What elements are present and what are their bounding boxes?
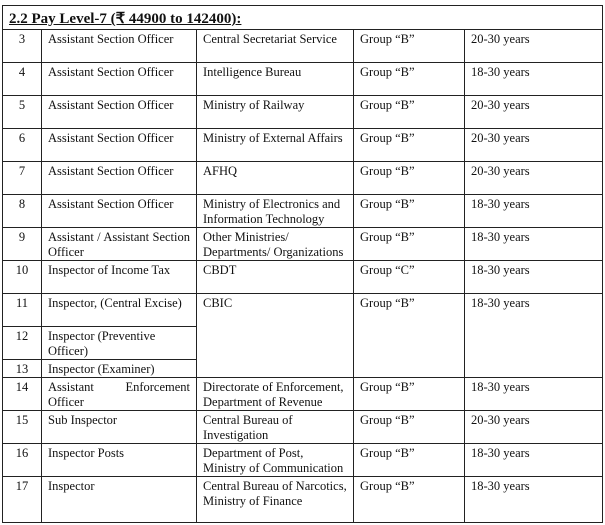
table-row <box>3 162 603 195</box>
cell-group: Group “C” <box>354 261 465 294</box>
cell-no: 5 <box>3 96 42 129</box>
cell-age: 18-30 years <box>465 378 603 411</box>
cell-dept: Directorate of Enforcement, Department of Revenue <box>197 378 354 411</box>
cell-no: 6 <box>3 129 42 162</box>
table-row <box>3 129 603 162</box>
section-title: 2.2 Pay Level-7 (₹ 44900 to 142400): <box>3 6 603 30</box>
cell-dept: Ministry of Railway <box>197 96 354 129</box>
cell-age: 18-30 years <box>465 228 603 261</box>
cell-dept: Other Ministries/ Departments/ Organizations <box>197 228 354 261</box>
cell-post: Inspector <box>42 477 197 523</box>
cell-post: Assistant Enforcement Officer <box>42 378 197 411</box>
cell-post: Inspector (Examiner) <box>42 360 197 378</box>
cell-group: Group “B” <box>354 129 465 162</box>
cell-post: Assistant Section Officer <box>42 30 197 63</box>
cell-no: 10 <box>3 261 42 294</box>
cell-no: 17 <box>3 477 42 523</box>
cell-dept: Central Bureau of Investigation <box>197 411 354 444</box>
cell-no: 9 <box>3 228 42 261</box>
table-row <box>3 261 603 294</box>
cell-no: 12 <box>3 327 42 360</box>
cell-post: Assistant Section Officer <box>42 63 197 96</box>
cell-group: Group “B” <box>354 30 465 63</box>
table-row <box>3 444 603 477</box>
cell-no: 15 <box>3 411 42 444</box>
cell-post: Sub Inspector <box>42 411 197 444</box>
cell-dept: CBDT <box>197 261 354 294</box>
cell-age: 18-30 years <box>465 477 603 523</box>
cell-age: 18-30 years <box>465 294 603 378</box>
cell-dept: CBIC <box>197 294 354 378</box>
cell-post: Inspector Posts <box>42 444 197 477</box>
cell-no: 14 <box>3 378 42 411</box>
cell-dept: Intelligence Bureau <box>197 63 354 96</box>
cell-group: Group “B” <box>354 195 465 228</box>
table-row <box>3 228 603 261</box>
cell-age: 20-30 years <box>465 129 603 162</box>
cell-post: Inspector, (Central Excise) <box>42 294 197 327</box>
cell-post: Assistant Section Officer <box>42 96 197 129</box>
table-row <box>3 96 603 129</box>
section-title-row <box>3 6 603 30</box>
cell-group: Group “B” <box>354 63 465 96</box>
cell-age: 20-30 years <box>465 30 603 63</box>
pay-level-table-container <box>2 5 602 523</box>
cell-no: 11 <box>3 294 42 327</box>
cell-group: Group “B” <box>354 477 465 523</box>
cell-no: 13 <box>3 360 42 378</box>
cell-no: 16 <box>3 444 42 477</box>
cell-age: 18-30 years <box>465 195 603 228</box>
cell-age: 18-30 years <box>465 261 603 294</box>
cell-post: Assistant Section Officer <box>42 162 197 195</box>
cell-age: 20-30 years <box>465 96 603 129</box>
cell-dept: AFHQ <box>197 162 354 195</box>
cell-dept: Department of Post, Ministry of Communication <box>197 444 354 477</box>
cell-group: Group “B” <box>354 162 465 195</box>
cell-group: Group “B” <box>354 378 465 411</box>
table-row <box>3 195 603 228</box>
cell-dept: Central Bureau of Narcotics, Ministry of Finance <box>197 477 354 523</box>
cell-post: Inspector of Income Tax <box>42 261 197 294</box>
cell-post: Assistant Section Officer <box>42 195 197 228</box>
cell-post: Inspector (Preventive Officer) <box>42 327 197 360</box>
cell-no: 8 <box>3 195 42 228</box>
pay-level-table <box>2 5 603 523</box>
cell-age: 18-30 years <box>465 444 603 477</box>
cell-no: 3 <box>3 30 42 63</box>
cell-group: Group “B” <box>354 411 465 444</box>
cell-post: Assistant / Assistant Section Officer <box>42 228 197 261</box>
cell-age: 18-30 years <box>465 63 603 96</box>
table-row <box>3 63 603 96</box>
cell-group: Group “B” <box>354 96 465 129</box>
table-row <box>3 411 603 444</box>
cell-post: Assistant Section Officer <box>42 129 197 162</box>
cell-group: Group “B” <box>354 444 465 477</box>
table-row <box>3 477 603 523</box>
cell-dept: Ministry of Electronics and Information Technology <box>197 195 354 228</box>
table-row <box>3 30 603 63</box>
cell-age: 20-30 years <box>465 162 603 195</box>
cell-dept: Central Secretariat Service <box>197 30 354 63</box>
table-row <box>3 378 603 411</box>
cell-age: 20-30 years <box>465 411 603 444</box>
cell-no: 7 <box>3 162 42 195</box>
cell-no: 4 <box>3 63 42 96</box>
cell-dept: Ministry of External Affairs <box>197 129 354 162</box>
cell-group: Group “B” <box>354 294 465 378</box>
cell-group: Group “B” <box>354 228 465 261</box>
table-row <box>3 294 603 327</box>
